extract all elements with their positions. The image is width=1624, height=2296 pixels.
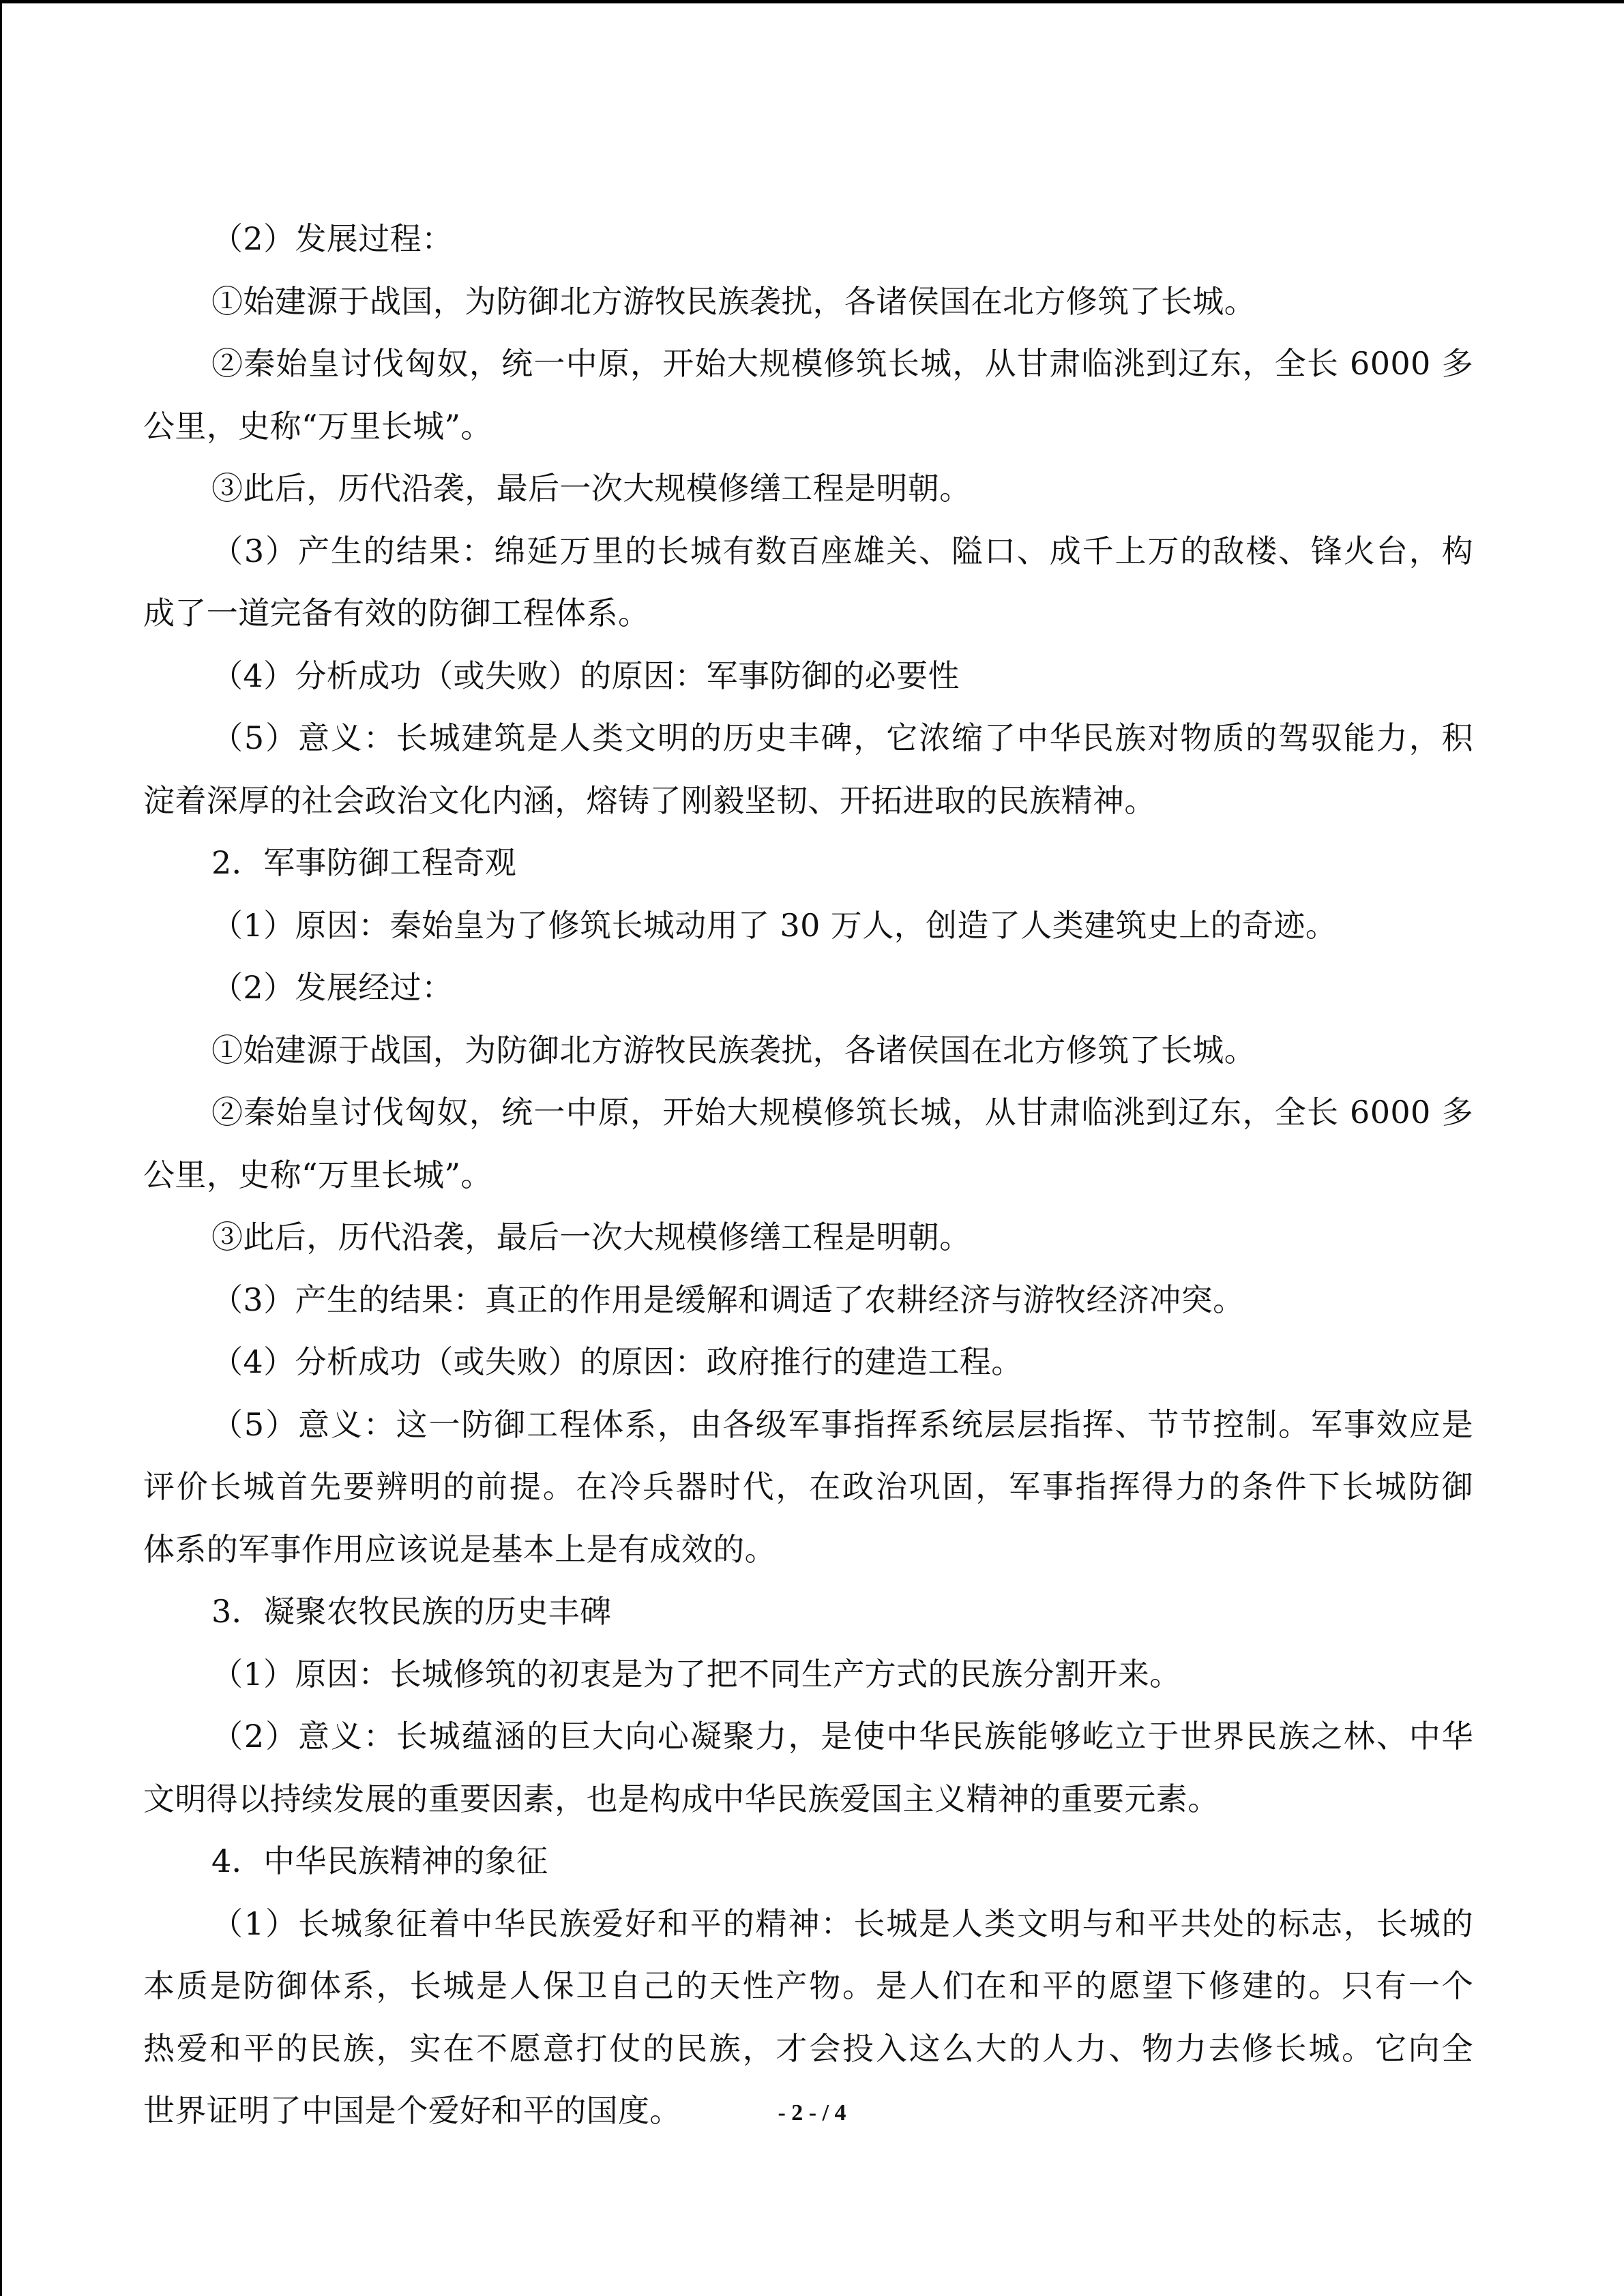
text-line: 热爱和平的民族，实在不愿意打仗的民族，才会投入这么大的人力、物力去修长城。它向全: [143, 2029, 1473, 2067]
text-line: 评价长城首先要辨明的前提。在冷兵器时代，在政治巩固，军事指挥得力的条件下长城防御: [143, 1468, 1473, 1505]
text-line: 体系的军事作用应该说是基本上是有成效的。: [143, 1530, 776, 1568]
text-line: （5）意义：这一防御工程体系，由各级军事指挥系统层层指挥、节节控制。军事效应是: [211, 1405, 1473, 1443]
text-line: ①始建源于战国，为防御北方游牧民族袭扰，各诸侯国在北方修筑了长城。: [211, 1031, 1256, 1069]
text-line: 成了一道完备有效的防御工程体系。: [143, 595, 650, 631]
text-line: （3）产生的结果：真正的作用是缓解和调适了农耕经济与游牧经济冲突。: [211, 1281, 1245, 1318]
text-line: 公里，史称“万里长城”。: [143, 1156, 492, 1193]
text-line: （5）意义：长城建筑是人类文明的历史丰碑，它浓缩了中华民族对物质的驾驭能力，积: [211, 719, 1473, 756]
text-line: （4）分析成功（或失败）的原因：政府推行的建造工程。: [211, 1343, 1023, 1380]
text-line: （1）原因：秦始皇为了修筑长城动用了 30 万人，创造了人类建筑史上的奇迹。: [211, 906, 1338, 944]
text-line: 文明得以持续发展的重要因素，也是构成中华民族爱国主义精神的重要元素。: [143, 1780, 1220, 1817]
text-line: ③此后，历代沿袭，最后一次大规模修缮工程是明朝。: [211, 470, 971, 507]
text-line: （2）发展经过：: [211, 969, 454, 1006]
text-line: 淀着深厚的社会政治文化内涵，熔铸了刚毅坚韧、开拓进取的民族精神。: [143, 781, 1156, 819]
text-line: ①始建源于战国，为防御北方游牧民族袭扰，各诸侯国在北方修筑了长城。: [211, 282, 1256, 320]
text-line: （2）发展过程：: [211, 220, 454, 257]
text-line: 公里，史称“万里长城”。: [143, 407, 492, 445]
text-line: （3）产生的结果：绵延万里的长城有数百座雄关、隘口、成千上万的敌楼、锋火台，构: [211, 532, 1473, 569]
page-left-border: [0, 0, 2, 2296]
text-line: （1）原因：长城修筑的初衷是为了把不同生产方式的民族分割开来。: [211, 1655, 1181, 1693]
text-line: ②秦始皇讨伐匈奴，统一中原，开始大规模修筑长城，从甘肃临洮到辽东，全长 6000 多: [211, 1094, 1473, 1131]
text-line: ②秦始皇讨伐匈奴，统一中原，开始大规模修筑长城，从甘肃临洮到辽东，全长 6000 多: [211, 345, 1473, 382]
text-line: 3．凝聚农牧民族的历史丰碑: [211, 1593, 612, 1630]
text-line: （1）长城象征着中华民族爱好和平的精神：长城是人类文明与和平共处的标志，长城的: [211, 1905, 1473, 1942]
document-body: [143, 208, 1473, 2143]
text-line: （4）分析成功（或失败）的原因：军事防御的必要性: [211, 657, 960, 694]
text-line: （2）意义：长城蕴涵的巨大向心凝聚力，是使中华民族能够屹立于世界民族之林、中华: [211, 1718, 1473, 1755]
text-line: 本质是防御体系，长城是人保卫自己的天性产物。是人们在和平的愿望下修建的。只有一个: [143, 1967, 1473, 2004]
page-top-border: [0, 0, 1624, 3]
text-line: ③此后，历代沿袭，最后一次大规模修缮工程是明朝。: [211, 1219, 971, 1255]
page-number: - 2 - / 4: [778, 2100, 846, 2126]
text-line: 4．中华民族精神的象征: [211, 1843, 548, 1879]
text-line: 2．军事防御工程奇观: [211, 844, 517, 881]
text-line: 世界证明了中国是个爱好和平的国度。: [143, 2092, 681, 2129]
